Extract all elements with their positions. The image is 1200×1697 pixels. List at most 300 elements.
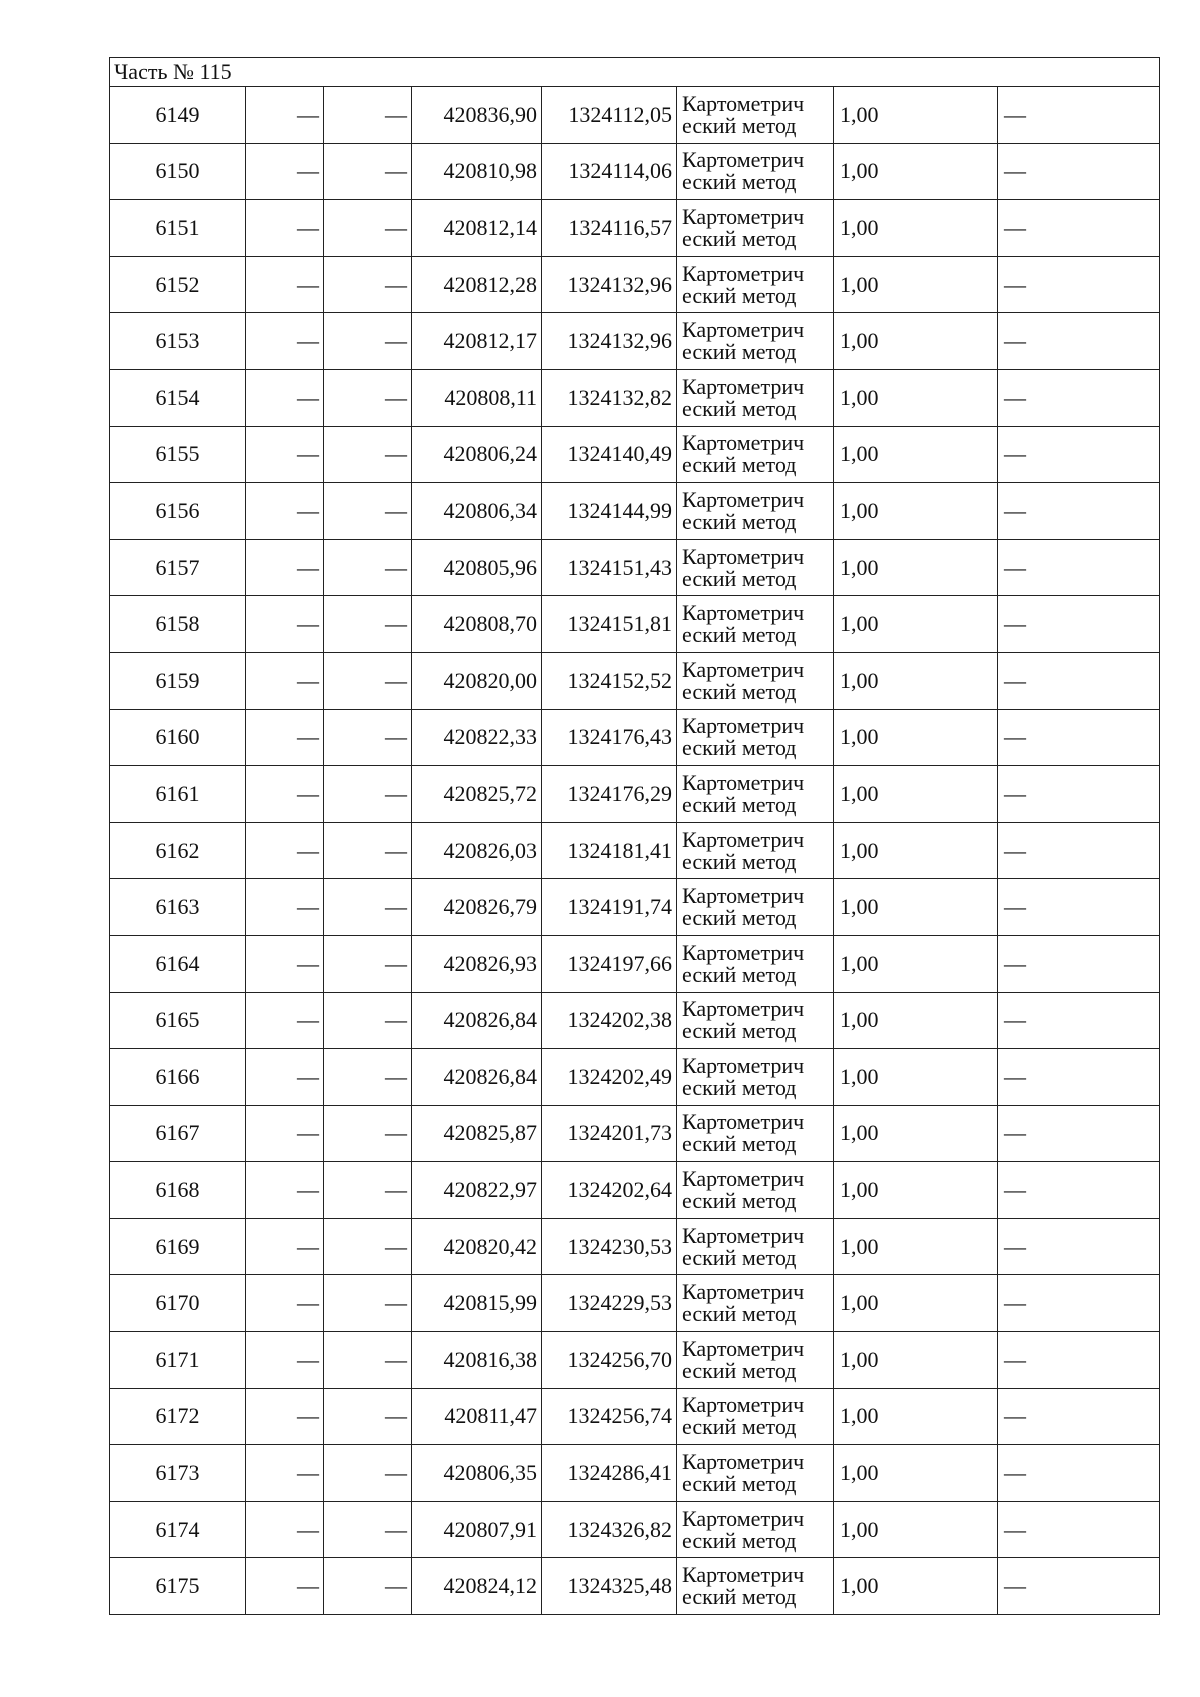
point-number-cell: 6164 (110, 935, 246, 992)
point-number-cell: 6158 (110, 596, 246, 653)
point-number-cell: 6165 (110, 992, 246, 1049)
x-coordinate-cell: 420811,47 (412, 1388, 542, 1445)
point-number-cell: 6152 (110, 256, 246, 313)
point-number-cell: 6156 (110, 483, 246, 540)
dash-cell: — (998, 483, 1160, 540)
y-coordinate-cell: 1324201,73 (542, 1105, 677, 1162)
point-number-cell: 6159 (110, 652, 246, 709)
method-text-line-2: еский метод (682, 622, 797, 648)
table-row (110, 1558, 1160, 1615)
dash-cell: — (246, 1445, 324, 1502)
dash-cell: — (998, 1445, 1160, 1502)
method-text-line-1: Картометрич (682, 1392, 805, 1418)
dash-cell: — (246, 1162, 324, 1219)
method-text-line-2: еский метод (682, 225, 797, 251)
method-cell (677, 256, 834, 313)
method-text-line-2: еский метод (682, 1074, 797, 1100)
dash-cell: — (998, 313, 1160, 370)
dash-cell: — (246, 1332, 324, 1389)
table-row (110, 1501, 1160, 1558)
dash-cell: — (324, 369, 412, 426)
y-coordinate-cell: 1324132,96 (542, 313, 677, 370)
method-text-line-2: еский метод (682, 1018, 797, 1044)
method-text-line-2: еский метод (682, 961, 797, 987)
x-coordinate-cell: 420808,11 (412, 369, 542, 426)
table-row (110, 935, 1160, 992)
method-text-line-1: Картометрич (682, 260, 805, 286)
dash-cell: — (246, 766, 324, 823)
method-text-line-1: Картометрич (682, 543, 805, 569)
method-cell (677, 596, 834, 653)
y-coordinate-cell: 1324114,06 (542, 143, 677, 200)
method-text-line-1: Картометрич (682, 996, 805, 1022)
dash-cell: — (246, 879, 324, 936)
method-text-line-1: Картометрич (682, 430, 805, 456)
method-text-line-2: еский метод (682, 112, 797, 138)
dash-cell: — (246, 1501, 324, 1558)
table-row (110, 992, 1160, 1049)
dash-cell: — (324, 1275, 412, 1332)
dash-cell: — (324, 879, 412, 936)
dash-cell: — (998, 935, 1160, 992)
method-text-line-1: Картометрич (682, 713, 805, 739)
dash-cell: — (246, 483, 324, 540)
dash-cell: — (324, 1501, 412, 1558)
accuracy-cell: 1,00 (834, 369, 998, 426)
x-coordinate-cell: 420812,28 (412, 256, 542, 313)
method-cell (677, 87, 834, 144)
method-cell (677, 369, 834, 426)
table-row (110, 483, 1160, 540)
dash-cell: — (246, 596, 324, 653)
accuracy-cell: 1,00 (834, 652, 998, 709)
method-cell (677, 1332, 834, 1389)
accuracy-cell: 1,00 (834, 256, 998, 313)
method-text-line-2: еский метод (682, 1188, 797, 1214)
method-text-line-1: Картометрич (682, 656, 805, 682)
accuracy-cell: 1,00 (834, 483, 998, 540)
method-text-line-1: Картометрич (682, 769, 805, 795)
accuracy-cell: 1,00 (834, 1105, 998, 1162)
method-cell (677, 426, 834, 483)
x-coordinate-cell: 420816,38 (412, 1332, 542, 1389)
method-text-line-2: еский метод (682, 169, 797, 195)
method-text-line-2: еский метод (682, 791, 797, 817)
point-number-cell: 6163 (110, 879, 246, 936)
accuracy-cell: 1,00 (834, 200, 998, 257)
dash-cell: — (998, 87, 1160, 144)
table-row (110, 87, 1160, 144)
table-row (110, 1332, 1160, 1389)
table-row (110, 709, 1160, 766)
y-coordinate-cell: 1324325,48 (542, 1558, 677, 1615)
method-text-line-2: еский метод (682, 1414, 797, 1440)
dash-cell: — (324, 652, 412, 709)
method-cell (677, 1049, 834, 1106)
y-coordinate-cell: 1324229,53 (542, 1275, 677, 1332)
dash-cell: — (324, 1218, 412, 1275)
dash-cell: — (246, 709, 324, 766)
point-number-cell: 6168 (110, 1162, 246, 1219)
dash-cell: — (246, 143, 324, 200)
table-row (110, 1105, 1160, 1162)
accuracy-cell: 1,00 (834, 992, 998, 1049)
x-coordinate-cell: 420825,72 (412, 766, 542, 823)
x-coordinate-cell: 420812,14 (412, 200, 542, 257)
method-text-line-2: еский метод (682, 1527, 797, 1553)
x-coordinate-cell: 420812,17 (412, 313, 542, 370)
table-row (110, 1049, 1160, 1106)
y-coordinate-cell: 1324132,96 (542, 256, 677, 313)
dash-cell: — (246, 992, 324, 1049)
x-coordinate-cell: 420822,33 (412, 709, 542, 766)
table-row (110, 1275, 1160, 1332)
y-coordinate-cell: 1324230,53 (542, 1218, 677, 1275)
dash-cell: — (324, 539, 412, 596)
dash-cell: — (998, 709, 1160, 766)
x-coordinate-cell: 420805,96 (412, 539, 542, 596)
method-text-line-1: Картометрич (682, 486, 805, 512)
table-body (110, 58, 1160, 1615)
method-text-line-1: Картометрич (682, 1109, 805, 1135)
x-coordinate-cell: 420820,00 (412, 652, 542, 709)
accuracy-cell: 1,00 (834, 143, 998, 200)
method-text-line-1: Картометрич (682, 317, 805, 343)
part-header-row (110, 58, 1160, 87)
method-cell (677, 313, 834, 370)
point-number-cell: 6167 (110, 1105, 246, 1162)
y-coordinate-cell: 1324202,38 (542, 992, 677, 1049)
accuracy-cell: 1,00 (834, 426, 998, 483)
method-text-line-1: Картометрич (682, 600, 805, 626)
dash-cell: — (998, 652, 1160, 709)
method-text-line-2: еский метод (682, 282, 797, 308)
method-text-line-2: еский метод (682, 565, 797, 591)
dash-cell: — (246, 1388, 324, 1445)
method-text-line-1: Картометрич (682, 1279, 805, 1305)
method-text-line-1: Картометрич (682, 1052, 805, 1078)
accuracy-cell: 1,00 (834, 1558, 998, 1615)
table-row (110, 879, 1160, 936)
accuracy-cell: 1,00 (834, 879, 998, 936)
dash-cell: — (998, 1275, 1160, 1332)
point-number-cell: 6150 (110, 143, 246, 200)
x-coordinate-cell: 420810,98 (412, 143, 542, 200)
dash-cell: — (324, 822, 412, 879)
dash-cell: — (324, 1388, 412, 1445)
dash-cell: — (998, 1162, 1160, 1219)
method-cell (677, 1105, 834, 1162)
point-number-cell: 6157 (110, 539, 246, 596)
y-coordinate-cell: 1324197,66 (542, 935, 677, 992)
dash-cell: — (324, 426, 412, 483)
accuracy-cell: 1,00 (834, 313, 998, 370)
point-number-cell: 6162 (110, 822, 246, 879)
coordinates-table (109, 57, 1160, 1615)
dash-cell: — (998, 256, 1160, 313)
method-text-line-2: еский метод (682, 1301, 797, 1327)
method-cell (677, 1275, 834, 1332)
x-coordinate-cell: 420826,79 (412, 879, 542, 936)
dash-cell: — (998, 426, 1160, 483)
dash-cell: — (324, 709, 412, 766)
dash-cell: — (998, 1049, 1160, 1106)
accuracy-cell: 1,00 (834, 1501, 998, 1558)
point-number-cell: 6173 (110, 1445, 246, 1502)
table-row (110, 822, 1160, 879)
y-coordinate-cell: 1324151,43 (542, 539, 677, 596)
point-number-cell: 6155 (110, 426, 246, 483)
method-text-line-2: еский метод (682, 1244, 797, 1270)
point-number-cell: 6175 (110, 1558, 246, 1615)
y-coordinate-cell: 1324151,81 (542, 596, 677, 653)
accuracy-cell: 1,00 (834, 1275, 998, 1332)
dash-cell: — (246, 426, 324, 483)
x-coordinate-cell: 420806,35 (412, 1445, 542, 1502)
method-text-line-1: Картометрич (682, 826, 805, 852)
dash-cell: — (324, 313, 412, 370)
method-cell (677, 143, 834, 200)
dash-cell: — (246, 1275, 324, 1332)
method-text-line-1: Картометрич (682, 1335, 805, 1361)
dash-cell: — (998, 143, 1160, 200)
point-number-cell: 6172 (110, 1388, 246, 1445)
dash-cell: — (246, 256, 324, 313)
method-cell (677, 709, 834, 766)
dash-cell: — (998, 1558, 1160, 1615)
method-text-line-2: еский метод (682, 395, 797, 421)
table-row (110, 256, 1160, 313)
accuracy-cell: 1,00 (834, 935, 998, 992)
point-number-cell: 6170 (110, 1275, 246, 1332)
dash-cell: — (998, 1332, 1160, 1389)
method-cell (677, 766, 834, 823)
method-text-line-2: еский метод (682, 678, 797, 704)
method-cell (677, 1218, 834, 1275)
y-coordinate-cell: 1324256,70 (542, 1332, 677, 1389)
dash-cell: — (246, 313, 324, 370)
dash-cell: — (324, 1332, 412, 1389)
point-number-cell: 6171 (110, 1332, 246, 1389)
point-number-cell: 6154 (110, 369, 246, 426)
method-text-line-2: еский метод (682, 452, 797, 478)
dash-cell: — (246, 1105, 324, 1162)
table-row (110, 200, 1160, 257)
y-coordinate-cell: 1324191,74 (542, 879, 677, 936)
dash-cell: — (998, 766, 1160, 823)
method-text-line-2: еский метод (682, 1357, 797, 1383)
x-coordinate-cell: 420820,42 (412, 1218, 542, 1275)
part-label: Часть № 115 (110, 58, 1160, 87)
x-coordinate-cell: 420806,34 (412, 483, 542, 540)
method-text-line-1: Картометрич (682, 147, 805, 173)
y-coordinate-cell: 1324152,52 (542, 652, 677, 709)
table-row (110, 596, 1160, 653)
x-coordinate-cell: 420836,90 (412, 87, 542, 144)
y-coordinate-cell: 1324176,29 (542, 766, 677, 823)
table-row (110, 652, 1160, 709)
dash-cell: — (998, 1388, 1160, 1445)
table-row (110, 766, 1160, 823)
dash-cell: — (324, 1105, 412, 1162)
x-coordinate-cell: 420825,87 (412, 1105, 542, 1162)
method-cell (677, 1501, 834, 1558)
accuracy-cell: 1,00 (834, 1445, 998, 1502)
dash-cell: — (324, 200, 412, 257)
table-row (110, 1218, 1160, 1275)
accuracy-cell: 1,00 (834, 539, 998, 596)
point-number-cell: 6153 (110, 313, 246, 370)
point-number-cell: 6169 (110, 1218, 246, 1275)
y-coordinate-cell: 1324176,43 (542, 709, 677, 766)
accuracy-cell: 1,00 (834, 87, 998, 144)
method-text-line-1: Картометрич (682, 1449, 805, 1475)
dash-cell: — (998, 369, 1160, 426)
dash-cell: — (246, 1558, 324, 1615)
method-text-line-2: еский метод (682, 848, 797, 874)
method-text-line-1: Картометрич (682, 1166, 805, 1192)
x-coordinate-cell: 420822,97 (412, 1162, 542, 1219)
y-coordinate-cell: 1324112,05 (542, 87, 677, 144)
method-cell (677, 200, 834, 257)
accuracy-cell: 1,00 (834, 596, 998, 653)
dash-cell: — (998, 992, 1160, 1049)
method-text-line-2: еский метод (682, 735, 797, 761)
method-cell (677, 822, 834, 879)
table-row (110, 1162, 1160, 1219)
table-row (110, 313, 1160, 370)
method-cell (677, 1445, 834, 1502)
method-cell (677, 992, 834, 1049)
table-row (110, 369, 1160, 426)
dash-cell: — (324, 596, 412, 653)
x-coordinate-cell: 420807,91 (412, 1501, 542, 1558)
x-coordinate-cell: 420826,84 (412, 992, 542, 1049)
dash-cell: — (324, 1162, 412, 1219)
accuracy-cell: 1,00 (834, 1388, 998, 1445)
y-coordinate-cell: 1324326,82 (542, 1501, 677, 1558)
method-text-line-1: Картометрич (682, 373, 805, 399)
y-coordinate-cell: 1324181,41 (542, 822, 677, 879)
table-row (110, 1445, 1160, 1502)
y-coordinate-cell: 1324202,49 (542, 1049, 677, 1106)
dash-cell: — (998, 596, 1160, 653)
dash-cell: — (998, 1501, 1160, 1558)
dash-cell: — (998, 822, 1160, 879)
method-text-line-2: еский метод (682, 508, 797, 534)
accuracy-cell: 1,00 (834, 1332, 998, 1389)
dash-cell: — (246, 935, 324, 992)
method-text-line-2: еский метод (682, 1131, 797, 1157)
y-coordinate-cell: 1324144,99 (542, 483, 677, 540)
method-text-line-1: Картометрич (682, 1562, 805, 1588)
method-text-line-2: еский метод (682, 339, 797, 365)
accuracy-cell: 1,00 (834, 766, 998, 823)
dash-cell: — (998, 879, 1160, 936)
table-row (110, 143, 1160, 200)
dash-cell: — (324, 143, 412, 200)
dash-cell: — (324, 1445, 412, 1502)
dash-cell: — (324, 87, 412, 144)
method-cell (677, 1388, 834, 1445)
accuracy-cell: 1,00 (834, 1162, 998, 1219)
dash-cell: — (324, 256, 412, 313)
x-coordinate-cell: 420806,24 (412, 426, 542, 483)
method-cell (677, 539, 834, 596)
accuracy-cell: 1,00 (834, 709, 998, 766)
point-number-cell: 6151 (110, 200, 246, 257)
y-coordinate-cell: 1324116,57 (542, 200, 677, 257)
x-coordinate-cell: 420815,99 (412, 1275, 542, 1332)
point-number-cell: 6174 (110, 1501, 246, 1558)
y-coordinate-cell: 1324256,74 (542, 1388, 677, 1445)
method-cell (677, 879, 834, 936)
y-coordinate-cell: 1324140,49 (542, 426, 677, 483)
method-text-line-1: Картометрич (682, 939, 805, 965)
y-coordinate-cell: 1324286,41 (542, 1445, 677, 1502)
dash-cell: — (998, 1218, 1160, 1275)
table-row (110, 426, 1160, 483)
method-text-line-1: Картометрич (682, 883, 805, 909)
dash-cell: — (324, 992, 412, 1049)
dash-cell: — (246, 822, 324, 879)
method-text-line-1: Картометрич (682, 1505, 805, 1531)
point-number-cell: 6161 (110, 766, 246, 823)
dash-cell: — (246, 652, 324, 709)
point-number-cell: 6160 (110, 709, 246, 766)
x-coordinate-cell: 420826,84 (412, 1049, 542, 1106)
method-text-line-2: еский метод (682, 905, 797, 931)
dash-cell: — (246, 539, 324, 596)
dash-cell: — (998, 539, 1160, 596)
y-coordinate-cell: 1324132,82 (542, 369, 677, 426)
method-text-line-1: Картометрич (682, 1222, 805, 1248)
dash-cell: — (246, 200, 324, 257)
method-cell (677, 483, 834, 540)
method-text-line-1: Картометрич (682, 90, 805, 116)
point-number-cell: 6166 (110, 1049, 246, 1106)
method-cell (677, 1558, 834, 1615)
dash-cell: — (324, 935, 412, 992)
dash-cell: — (246, 1218, 324, 1275)
dash-cell: — (246, 87, 324, 144)
x-coordinate-cell: 420826,93 (412, 935, 542, 992)
x-coordinate-cell: 420824,12 (412, 1558, 542, 1615)
dash-cell: — (998, 200, 1160, 257)
dash-cell: — (324, 483, 412, 540)
y-coordinate-cell: 1324202,64 (542, 1162, 677, 1219)
accuracy-cell: 1,00 (834, 822, 998, 879)
method-cell (677, 935, 834, 992)
method-cell (677, 1162, 834, 1219)
point-number-cell: 6149 (110, 87, 246, 144)
x-coordinate-cell: 420826,03 (412, 822, 542, 879)
table-row (110, 539, 1160, 596)
dash-cell: — (324, 1558, 412, 1615)
method-text-line-1: Картометрич (682, 203, 805, 229)
table-row (110, 1388, 1160, 1445)
accuracy-cell: 1,00 (834, 1049, 998, 1106)
dash-cell: — (246, 1049, 324, 1106)
accuracy-cell: 1,00 (834, 1218, 998, 1275)
method-cell (677, 652, 834, 709)
method-text-line-2: еский метод (682, 1584, 797, 1610)
dash-cell: — (246, 369, 324, 426)
x-coordinate-cell: 420808,70 (412, 596, 542, 653)
dash-cell: — (998, 1105, 1160, 1162)
method-text-line-2: еский метод (682, 1471, 797, 1497)
dash-cell: — (324, 1049, 412, 1106)
